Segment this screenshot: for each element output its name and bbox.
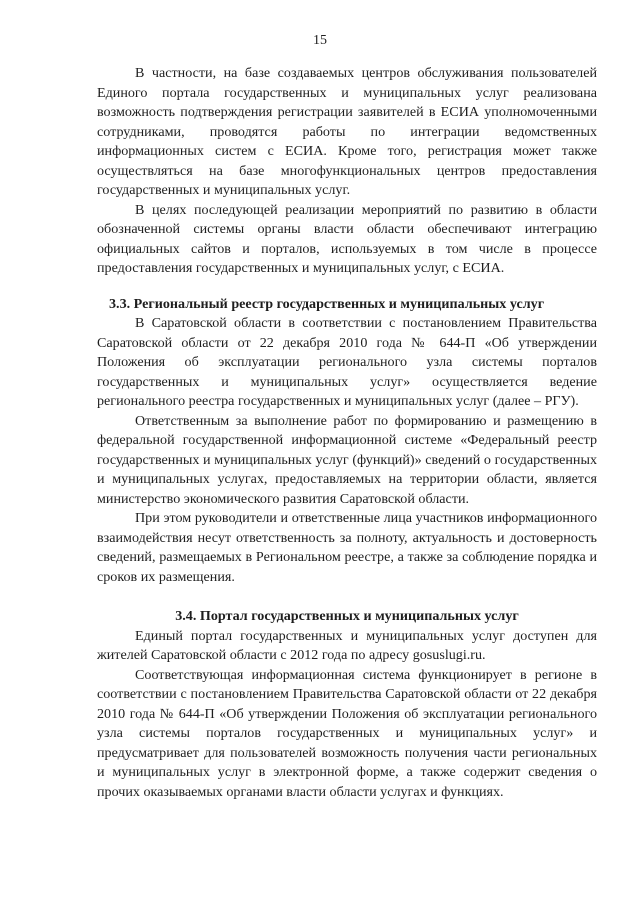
document-body xyxy=(97,64,597,802)
section-3-3-paragraph-3: При этом руководители и ответственные лица участников информационного взаимодействия несут ответственность за полноту, актуальность и достоверность сведений, размещаемых в Региональном реестре, а также за соблюдение порядка и сроков их размещения. xyxy=(97,510,597,585)
section-3-4-paragraph-1: Единый портал государственных и муниципальных услуг доступен для жителей Саратовской области с 2012 года по адресу gosuslugi.ru. xyxy=(97,627,597,663)
section-3-3-heading: 3.3. Региональный реестр государственных и муниципальных услуг xyxy=(109,295,545,312)
paragraph-intro-2: В целях последующей реализации мероприятий по развитию в области обозначенной системы органы власти области обеспечивают интеграцию официальных сайтов и порталов, используемых в том числе в процессе предоставления государственных и муниципальных услуг, с ЕСИА. xyxy=(97,201,597,276)
section-3-4-paragraph-2: Соответствующая информационная система функционирует в регионе в соответствии с постановлением Правительства Саратовской области от 22 декабря 2010 года № 644-П «Об утверждении Положения об эксплуатации регионального узла системы порталов государственных и муниципальных услуг» и предусматривает для пользователей возможность получения части региональных и муниципальных услуг в электронной форме, а также содержит сведения о прочих оказываемых органами власти области услугах и функциях. xyxy=(97,666,597,800)
paragraph-intro-1: В частности, на базе создаваемых центров обслуживания пользователей Единого портала государственных и муниципальных услуг реализована возможность подтверждения регистрации заявителей в ЕСИА уполномоченными сотрудниками, проводятся работы по интеграции ведомственных информационных систем с ЕСИА. Кроме того, регистрация может также осуществляться на базе многофункциональных центров предоставления государственных и муниципальных услуг. xyxy=(97,65,597,198)
section-3-4-heading: 3.4. Портал государственных и муниципальных услуг xyxy=(175,608,519,624)
section-3-3-paragraph-1: В Саратовской области в соответствии с постановлением Правительства Саратовской области от 22 декабря 2010 года № 644-П «Об утверждении Положения об эксплуатации регионального узла системы порталов государственных и муниципальных услуг» осуществляется ведение регионального реестра государственных и муниципальных услуг (далее – РГУ). xyxy=(97,315,597,409)
section-3-3-paragraph-2: Ответственным за выполнение работ по формированию и размещению в федеральной государственной информационной системе «Федеральный реестр государственных и муниципальных услуг (функций)» сведений о государственных и муниципальных услугах, предоставляемых на территории области, является министерство экономического развития Саратовской области. xyxy=(97,412,597,507)
page-number: 15 xyxy=(313,33,327,48)
